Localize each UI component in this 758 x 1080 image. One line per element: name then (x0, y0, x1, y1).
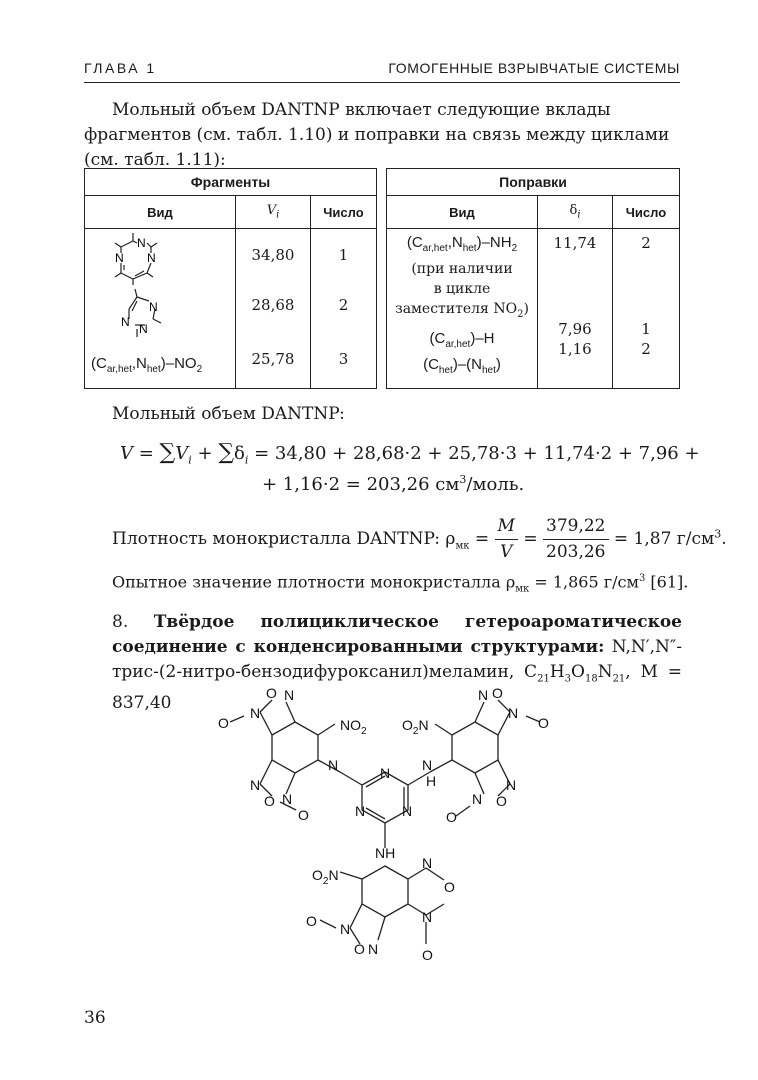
svg-text:N: N (250, 777, 261, 793)
svg-text:N: N (478, 687, 489, 703)
nitro-fragment-label: $(C_{ar,het},N_{het})-NO_2$ (91, 355, 203, 375)
fragments-table (84, 168, 377, 389)
svg-text:N: N (402, 803, 413, 819)
correction-note-2: в цикле (433, 281, 491, 297)
svg-text:O: O (306, 913, 317, 929)
svg-text:N: N (328, 757, 339, 773)
svg-text:O: O (496, 793, 507, 809)
svg-text:H: H (426, 773, 437, 789)
svg-text:N: N (368, 941, 379, 957)
correction-value-1: 11,74 (553, 234, 597, 252)
svg-text:O: O (492, 685, 503, 701)
fragment-v-3: 25,78 (251, 350, 295, 368)
fragment-count-3: 3 (338, 350, 349, 368)
svg-text:O: O (264, 793, 275, 809)
corrections-col-kind: Вид (387, 196, 538, 229)
equation-line-2: + 1,16·2 = 203,26 $см^3$/моль. (262, 473, 525, 495)
svg-text:N: N (121, 315, 130, 329)
fragments-kind-cell (85, 229, 236, 389)
svg-text:N: N (115, 251, 124, 265)
corrections-delta-cell (538, 229, 613, 389)
running-header-chapter: ГЛАВА 1 (84, 60, 157, 76)
svg-text:N: N (380, 765, 391, 781)
svg-text:N: N (422, 909, 433, 925)
svg-text:N: N (284, 687, 295, 703)
correction-nh2-label: $(C_{ar,het},N_{het})-NH_2$ (406, 234, 518, 254)
svg-text:N: N (340, 921, 351, 937)
fragments-col-count: Число (311, 196, 377, 229)
svg-text:O: O (444, 879, 455, 895)
item-8-bold-title: Твёрдое полициклическое гетероароматическое соединение с конденсированными структурами: (112, 612, 683, 657)
svg-text:NH: NH (375, 845, 396, 861)
svg-text:O: O (298, 807, 309, 823)
fragment-v-1: 34,80 (251, 246, 295, 264)
fragments-caption: Фрагменты (85, 169, 377, 196)
melamine-structure-drawing (200, 682, 580, 982)
corrections-col-count: Число (613, 196, 680, 229)
svg-text:N: N (147, 251, 156, 265)
correction-value-2: 7,96 (558, 320, 592, 338)
fragments-count-cell (311, 229, 377, 389)
corrections-count-cell (613, 229, 680, 389)
fragments-v-cell (236, 229, 311, 389)
correction-h-label: $(C_{ar,het})-H$ (429, 329, 495, 350)
svg-text:O: O (354, 941, 365, 957)
corrections-kind-cell (387, 229, 538, 389)
svg-text:N: N (422, 757, 433, 773)
svg-text:N: N (139, 322, 148, 336)
fragment-count-2: 2 (338, 296, 349, 314)
experimental-density-line: Опытное значение плотности монокристалла $\rho_{мк} = 1,865$ $г/см^3$ [61]. (112, 572, 689, 595)
corrections-caption: Поправки (387, 169, 680, 196)
pyrimidine-fragment-drawing (85, 229, 233, 339)
fragment-v-2: 28,68 (251, 296, 295, 314)
running-header-section: ГОМОГЕННЫЕ ВЗРЫВЧАТЫЕ СИСТЕМЫ (388, 60, 680, 76)
bottom-o2n-label: $O_2N$ (312, 867, 339, 887)
item-8-paragraph: 8. Твёрдое полициклическое гетероароматическое соединение с конденсированными структурами: N,N′,N″-трис-(2-нитро-бензодифуроксанил)меламин, $C_{21}H_3O_{18}N_{21}$, M = 837,40 (112, 612, 683, 714)
svg-text:O: O (538, 715, 549, 731)
correction-cn-label: $(C_{het})-(N_{het})$ (423, 355, 501, 376)
correction-count-1: 2 (641, 234, 651, 252)
right-o2n-label: $O_2N$ (402, 717, 429, 737)
svg-text:N: N (422, 855, 433, 871)
fragments-col-v: $V_i$ (236, 196, 311, 229)
fragments-col-kind: Вид (85, 196, 236, 229)
svg-text:O: O (446, 809, 457, 825)
fragment-count-1: 1 (338, 246, 349, 264)
svg-text:O: O (422, 947, 433, 963)
correction-count-2: 1 (641, 320, 651, 338)
svg-text:N: N (506, 777, 517, 793)
molvol-title: Мольный объем DANTNP: (112, 404, 345, 424)
svg-text:N: N (508, 705, 519, 721)
correction-note-3: заместителя $NO_2$) (395, 301, 529, 320)
density-line: Плотность монокристалла DANTNP: $\rho_{мк}$ = $\frac{M}{V}$ = $\frac{379,22}{203,26}$ = 1,87 $г/см^3$. (112, 514, 682, 565)
svg-text:N: N (282, 791, 293, 807)
item-8-number: 8. (112, 612, 129, 632)
correction-value-3: 1,16 (558, 340, 592, 358)
page-number: 36 (84, 1008, 106, 1028)
svg-text:O: O (266, 685, 277, 701)
left-no2-label: $NO_2$ (340, 717, 367, 737)
header-rule (84, 82, 680, 83)
svg-text:N: N (149, 300, 158, 314)
svg-text:N: N (137, 236, 146, 250)
correction-note-1: (при наличии (411, 261, 513, 277)
equation-line-1: $V = \sum V_i + \sum\delta_i = 34,80 + 28,68\cdot 2 + 25,78\cdot 3 + 11,74\cdot 2 + 7,96$ + (120, 440, 700, 467)
corrections-col-delta: $\delta_i$ (538, 196, 613, 229)
svg-text:N: N (472, 791, 483, 807)
intro-paragraph: Мольный объем DANTNP включает следующие вклады фрагментов (см. табл. 1.10) и поправки на связь между циклами (см. табл. 1.11): (84, 100, 670, 170)
svg-text:N: N (355, 803, 366, 819)
svg-text:N: N (250, 705, 261, 721)
corrections-table (386, 168, 680, 389)
svg-text:O: O (218, 715, 229, 731)
density-fraction-values: $\frac{379,22}{203,26}$ (543, 514, 608, 565)
density-fraction-mv: $\frac{M}{V}$ (495, 514, 518, 565)
correction-count-3: 2 (641, 340, 651, 358)
